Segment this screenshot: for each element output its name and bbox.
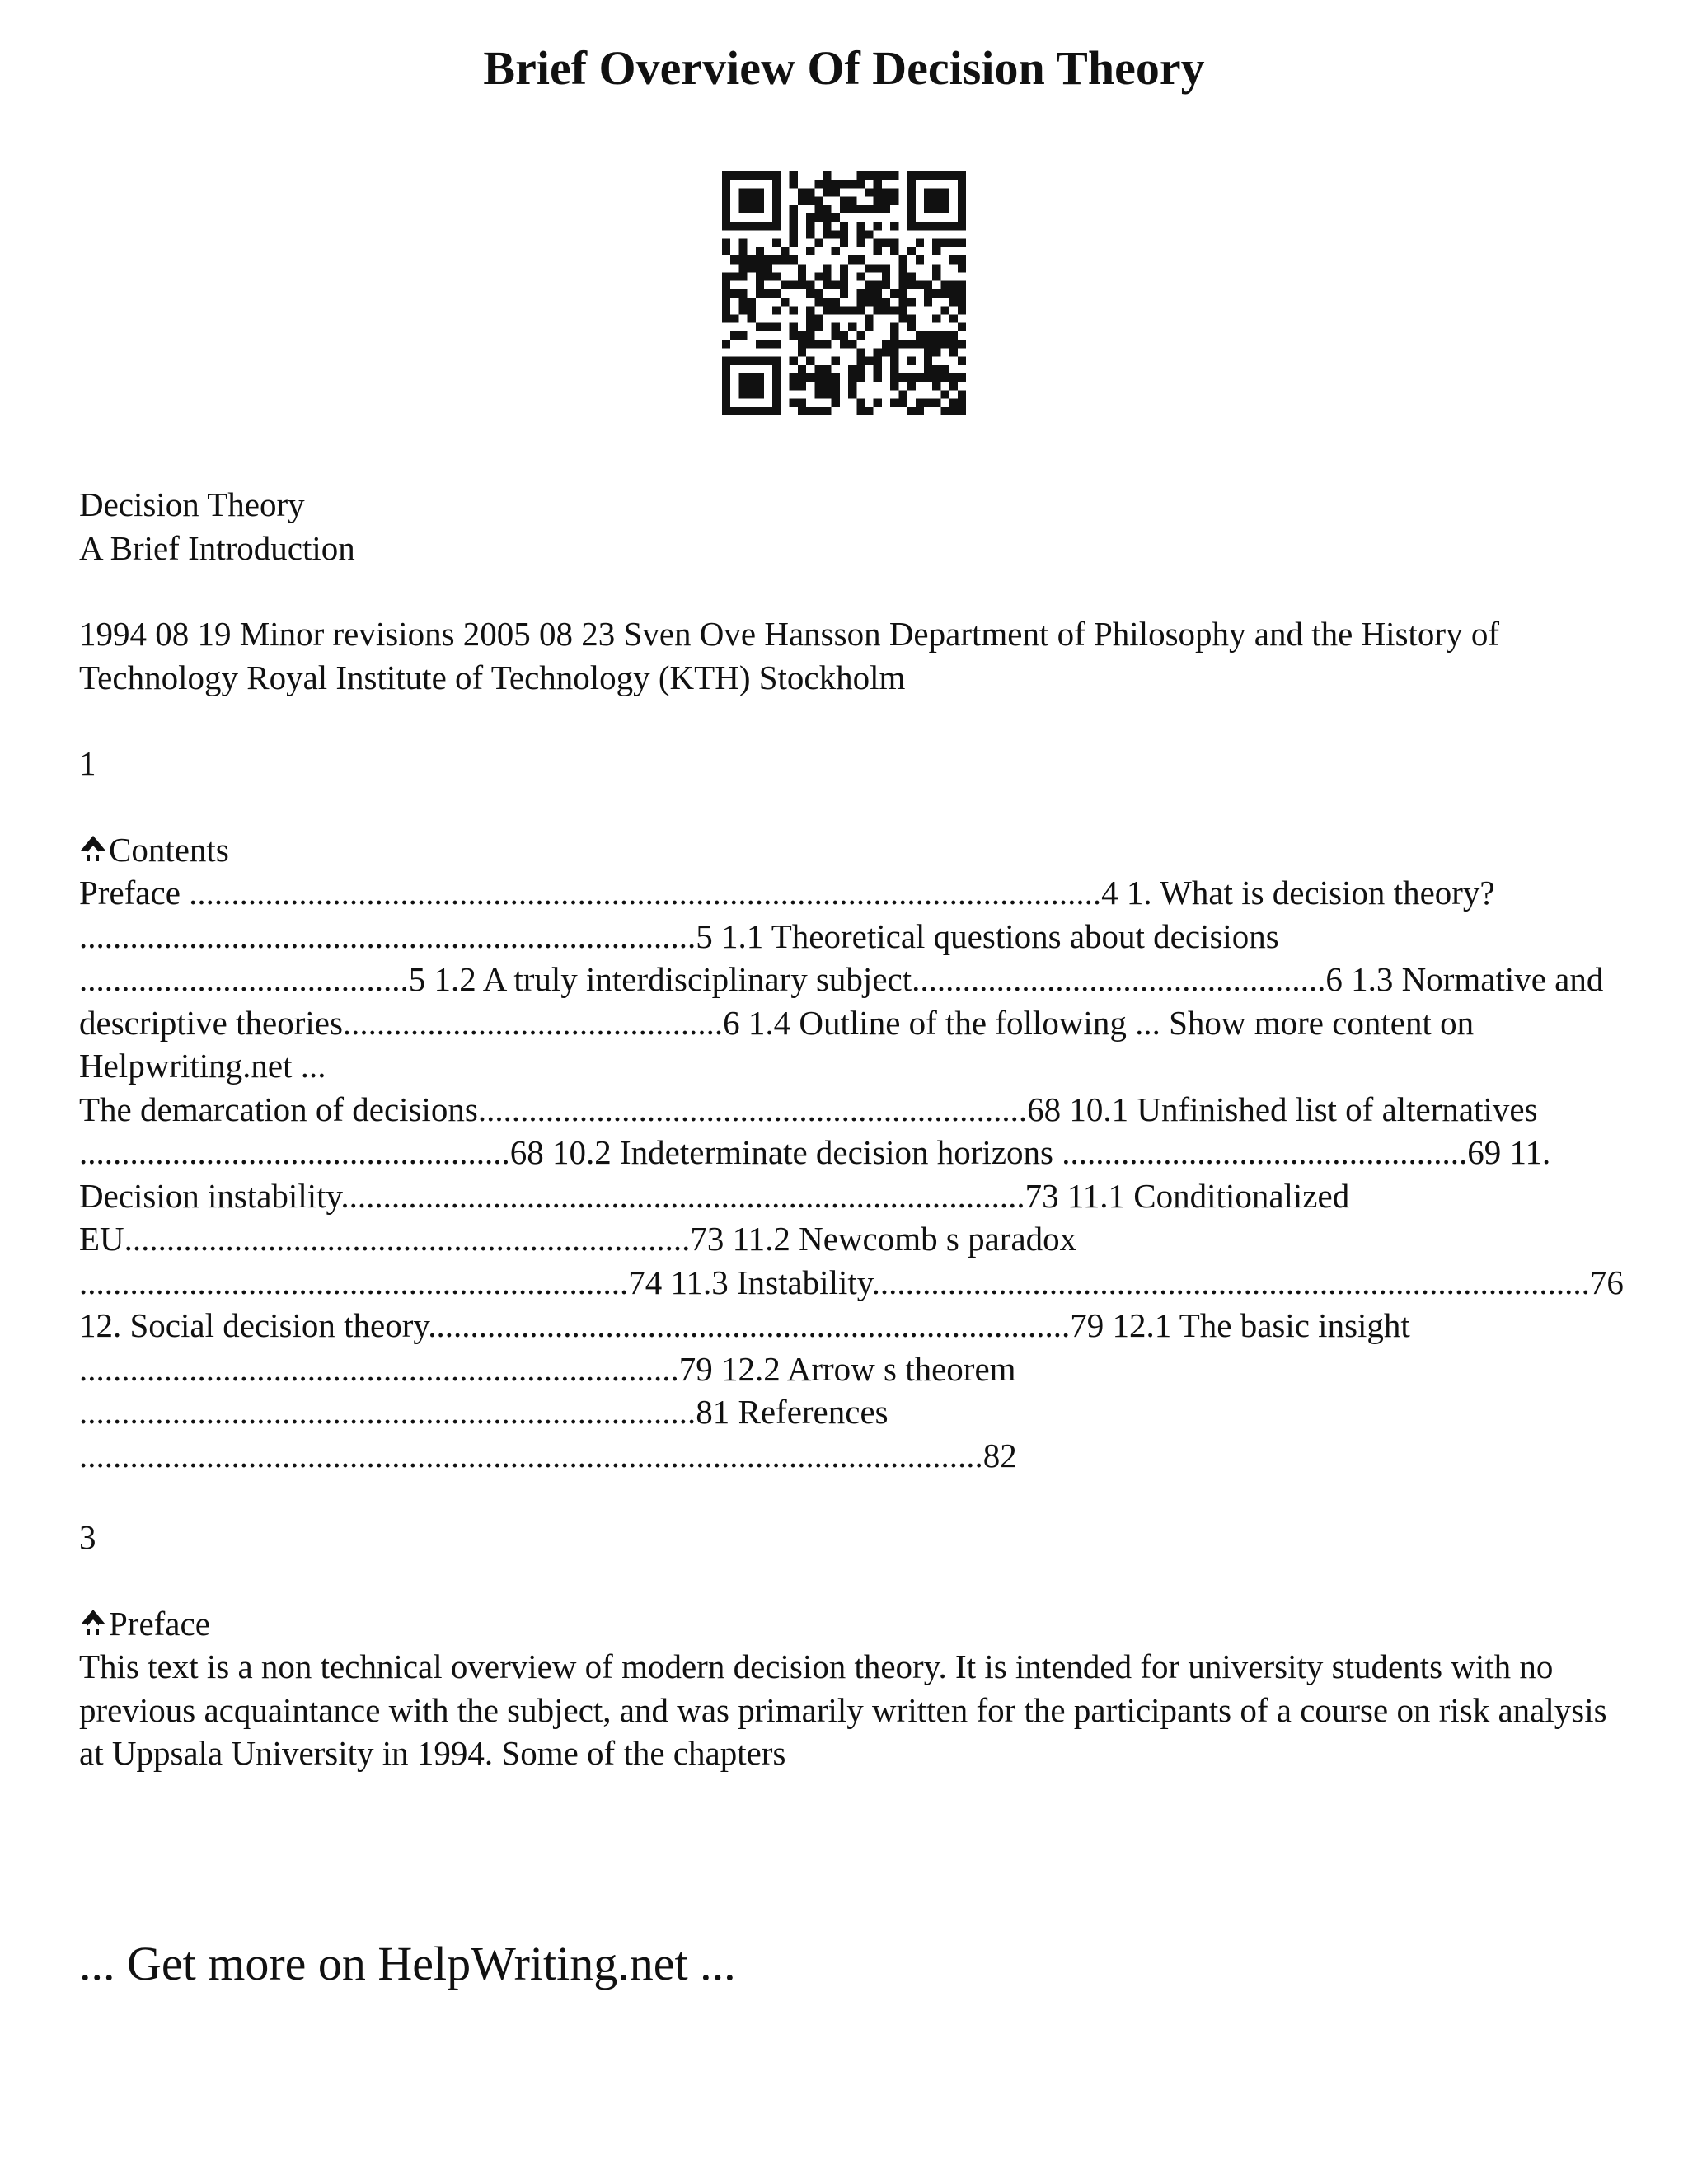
document-meta: 1994 08 19 Minor revisions 2005 08 23 Sven Ove Hansson Department of Philosophy and the History of Technology Royal Institute of Technology (KTH) Stockholm — [79, 615, 1499, 696]
up-arrow-icon[interactable] — [79, 1608, 107, 1636]
contents-heading — [79, 828, 1629, 872]
contents-text: Preface ............................................................................................................4 1. What is decision theory? .........................................................................5 1.1 Theoretical questions about decisions .......................................5 1.2 A truly interdisciplinary subject.................................................6 1.3 Normative and descriptive theories.............................................6 1.4 Outline of the following ... Show more content on Helpwriting.net ... — [79, 874, 1604, 1085]
subtitle-line-1: Decision Theory — [79, 485, 305, 523]
qr-code-icon — [722, 171, 966, 415]
preface-text: This text is a non technical overview of modern decision theory. It is intended for university students with no previous acquaintance with the subject, and was primarily written for the participants of a course on risk analysis at Uppsala University in 1994. Some of the chapters — [79, 1647, 1607, 1772]
preface-heading-label: Preface — [109, 1604, 210, 1643]
page-title: Brief Overview Of Decision Theory — [483, 41, 1205, 95]
document-body — [79, 483, 1629, 1775]
up-arrow-icon[interactable] — [79, 834, 107, 862]
get-more-link[interactable]: ... Get more on HelpWriting.net ... — [79, 1937, 736, 1990]
page-number: 3 — [79, 1518, 96, 1556]
subtitle-line-2: A Brief Introduction — [79, 528, 355, 567]
preface-heading — [79, 1602, 1629, 1646]
contents-heading-label: Contents — [109, 830, 229, 869]
page-number: 1 — [79, 744, 96, 782]
contents-text-continued: The demarcation of decisions.................................................................68 10.1 Unfinished list of alternatives ...................................................68 10.2 Indeterminate decision horizons ................................................69 11. Decision instability.................................................................................73 11.1 Conditionalized EU...................................................................73 11.2 Newcomb s paradox .................................................................74 11.3 Instability.....................................................................................76 12. Social decision theory............................................................................79 12.1 The basic insight .......................................................................79 12.2 Arrow s theorem .........................................................................81 References ...........................................................................................................82 — [79, 1090, 1624, 1474]
